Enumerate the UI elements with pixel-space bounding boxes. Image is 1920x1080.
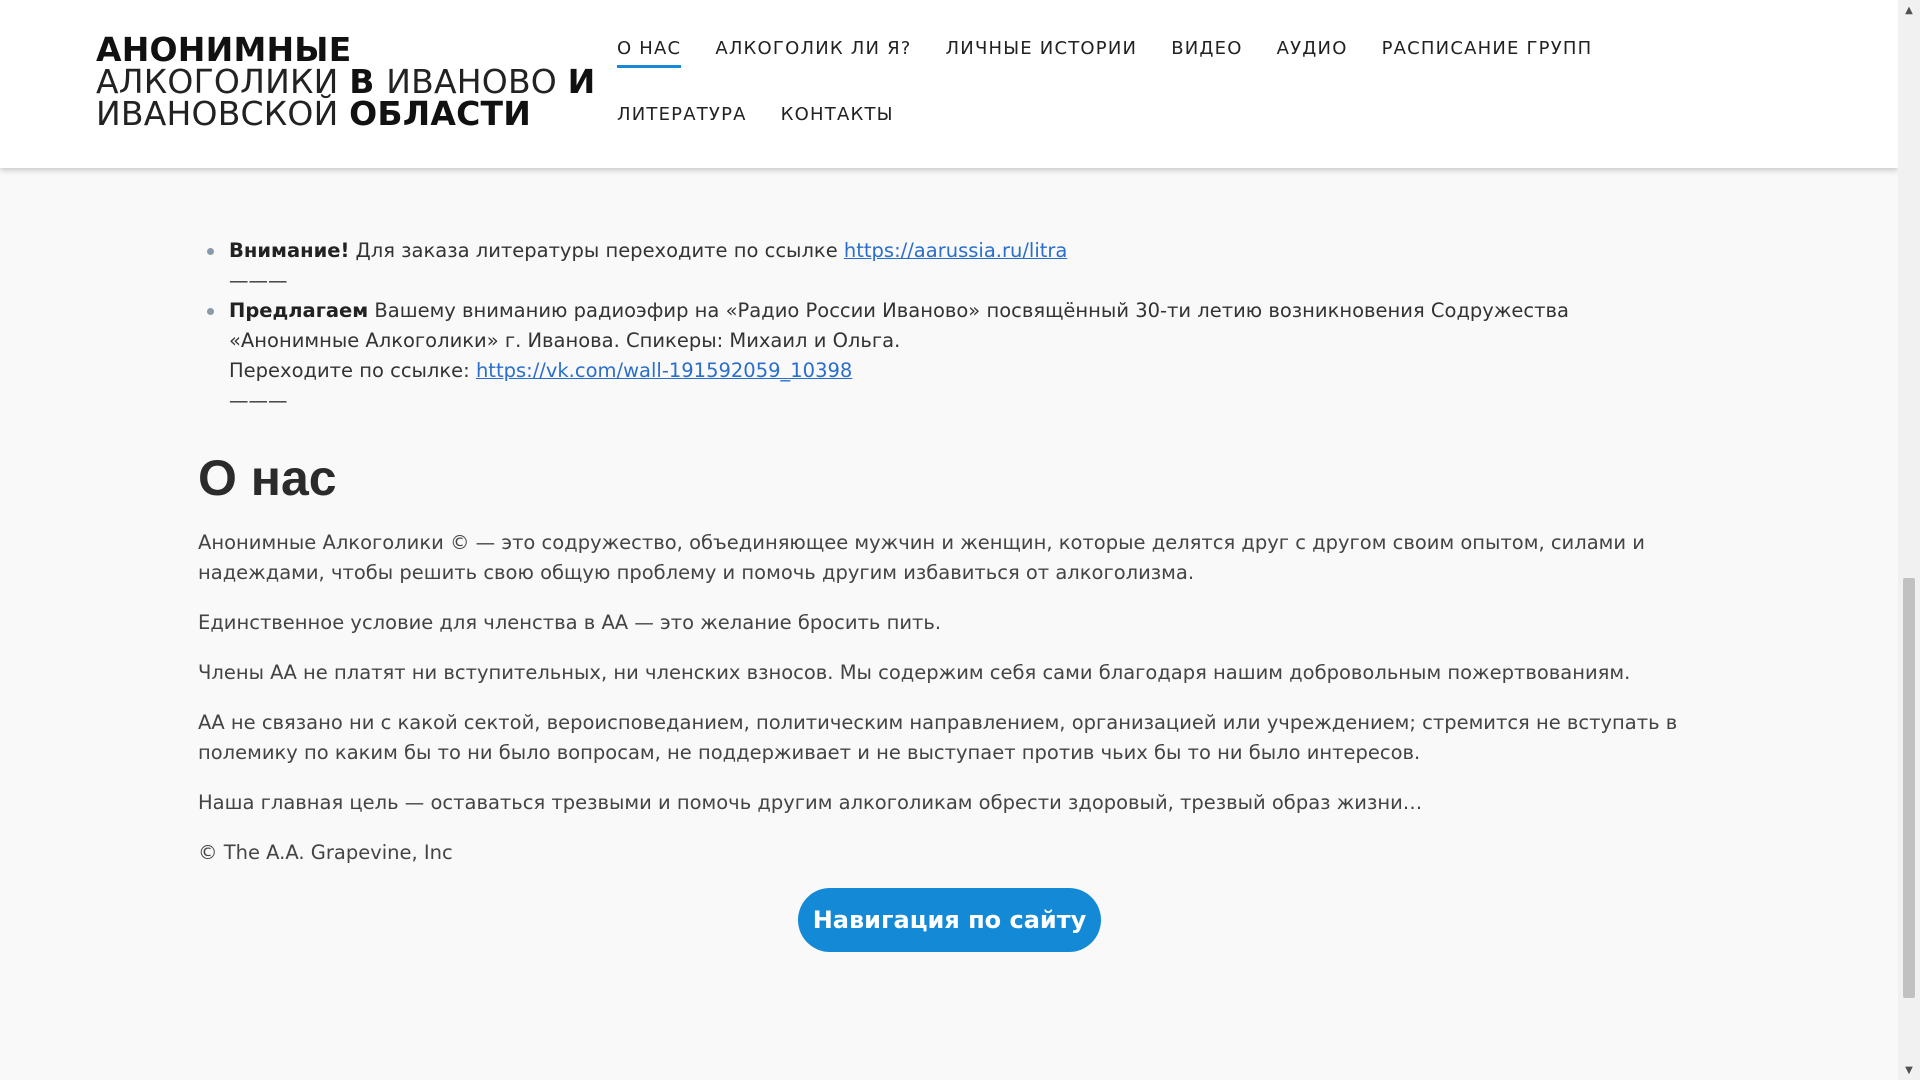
notice-text: Для заказа литературы переходите по ссылке xyxy=(349,239,844,262)
title-part: И xyxy=(567,62,596,101)
notice-text: Вашему вниманию радиоэфир на «Радио России Иваново» посвящённый 30-ти летию возникновения Содружества «Анонимные Алкоголики» г. Иванова. Спикеры: Михаил и Ольга. xyxy=(229,299,1569,352)
site-header xyxy=(0,0,1898,168)
notice-list xyxy=(198,236,1698,416)
nav-item-literature[interactable]: ЛИТЕРАТУРА xyxy=(617,104,747,125)
notice-item xyxy=(198,236,1698,296)
nav-item-contacts[interactable]: КОНТАКТЫ xyxy=(780,104,894,125)
about-paragraph: АА не связано ни с какой сектой, вероисповеданием, политическим направлением, организацией или учреждением; стремится не вступать в полемику по каким бы то ни было вопросам, не поддерживает и не выступает против чьих бы то ни было интересов. xyxy=(198,711,1678,764)
notice-strong: Внимание! xyxy=(229,239,350,262)
title-part: АЛКОГОЛИКИ xyxy=(96,62,350,101)
scroll-down-icon[interactable]: ▼ xyxy=(1905,1065,1913,1076)
nav-item-audio[interactable]: АУДИО xyxy=(1276,38,1348,59)
notice-strong: Предлагаем xyxy=(229,299,369,322)
copyright-note: © The A.A. Grapevine, Inc xyxy=(198,841,453,864)
radio-broadcast-link[interactable]: https://vk.com/wall-191592059_10398 xyxy=(475,359,853,382)
nav-item-about[interactable]: О НАС xyxy=(617,36,681,62)
about-paragraph: Члены АА не платят ни вступительных, ни членских взносов. Мы содержим себя сами благодаря нашим добровольным пожертвованиям. xyxy=(198,661,1631,684)
site-title[interactable] xyxy=(96,30,596,133)
literature-order-link[interactable]: https://aarussia.ru/litra xyxy=(843,239,1068,262)
separator-dash: ——— xyxy=(229,269,288,292)
title-part: В xyxy=(349,62,387,101)
notice-item xyxy=(198,296,1698,416)
notice-link-prefix: Переходите по ссылке: xyxy=(229,359,476,382)
page-title: О нас xyxy=(198,450,337,506)
about-paragraph: Единственное условие для членства в АА — это желание бросить пить. xyxy=(198,611,942,634)
about-paragraph: Анонимные Алкоголики © — это содружество, объединяющее мужчин и женщин, которые делятся друг с другом своим опытом, силами и надеждами, чтобы решить свою общую проблему и помочь другим избавиться от алкоголизма. xyxy=(198,531,1645,584)
main-nav xyxy=(617,36,1777,128)
nav-item-am-i-alcoholic[interactable]: АЛКОГОЛИК ЛИ Я? xyxy=(715,38,912,59)
title-part: ОБЛАСТИ xyxy=(349,94,532,133)
main-content xyxy=(198,168,1698,888)
title-part: ИВАНОВСКОЙ xyxy=(96,94,350,133)
title-part: ИВАНОВО xyxy=(386,62,568,101)
separator-dash: ——— xyxy=(229,389,288,412)
nav-item-group-schedule[interactable]: РАСПИСАНИЕ ГРУПП xyxy=(1381,38,1593,59)
title-part: АНОНИМНЫЕ xyxy=(96,30,352,69)
scroll-up-icon[interactable]: ▲ xyxy=(1905,5,1913,16)
site-navigation-button[interactable]: Навигация по сайту xyxy=(798,888,1101,952)
nav-item-personal-stories[interactable]: ЛИЧНЫЕ ИСТОРИИ xyxy=(945,38,1138,59)
scrollbar-thumb[interactable] xyxy=(1903,578,1915,998)
page-scrollbar[interactable] xyxy=(1898,0,1920,1080)
about-paragraph: Наша главная цель — оставаться трезвыми и помочь другим алкоголикам обрести здоровый, трезвый образ жизни… xyxy=(198,791,1423,814)
nav-item-video[interactable]: ВИДЕО xyxy=(1171,38,1243,59)
